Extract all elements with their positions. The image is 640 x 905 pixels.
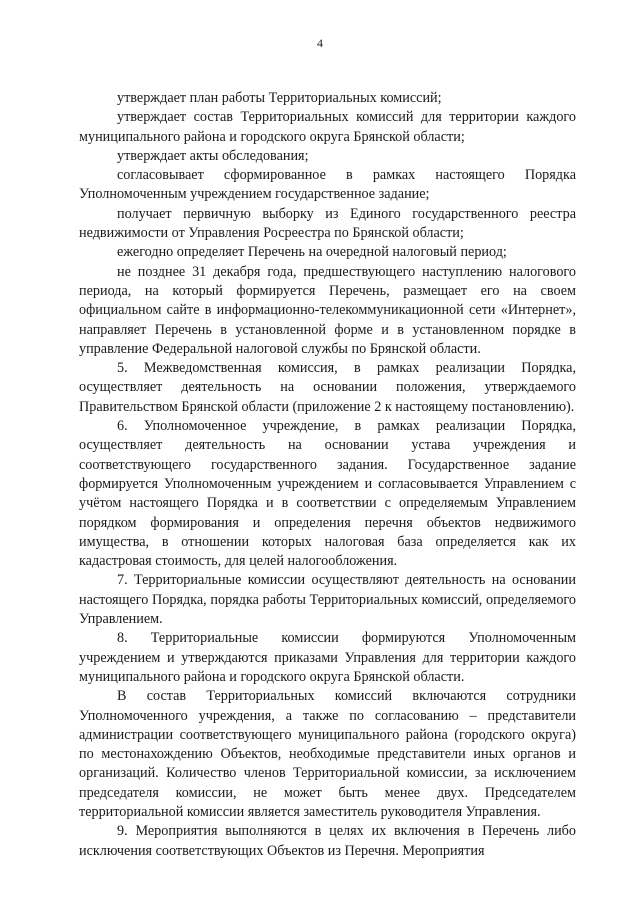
paragraph-define-list: ежегодно определяет Перечень на очередной налоговый период; — [117, 244, 507, 261]
paragraph-item-9: 9. Мероприятия выполняются в целях их включения в Перечень либо исключения соответствующих Объектов из Перечня. Мероприятия — [79, 823, 576, 859]
paragraph-receive-sample: получает первичную выборку из Единого государственного реестра недвижимости от Управления Росреестра по Брянской области; — [79, 205, 576, 242]
paragraph-agree-assignment: согласовывает сформированное в рамках настоящего Порядка Уполномоченным учреждением государственное задание; — [79, 167, 576, 203]
document-body — [79, 89, 576, 861]
paragraph-item-5: 5. Межведомственная комиссия, в рамках реализации Порядка, осуществляет деятельность на основании положения, утверждаемого Правительством Брянской области (приложение 2 к настоящему постановлению). — [79, 360, 576, 415]
paragraph-publish-list: не позднее 31 декабря года, предшествующего наступлению налогового периода, на который формируется Перечень, размещает его на своем официальном сайте в информационно-телекоммуникационной сети «Интернет», направляет Перечень в установленной форме и в установленном порядке в управление Федеральной налоговой службы по Брянской области. — [79, 263, 576, 357]
paragraph-item-8: 8. Территориальные комиссии формируются Уполномоченным учреждением и утверждаются приказами Управления для территории каждого муниципального района и городского округа Брянской области. — [79, 630, 576, 685]
paragraph-item-6: 6. Уполномоченное учреждение, в рамках реализации Порядка, осуществляет деятельность на основании устава учреждения и соответствующего государственного задания. Государственное задание формируется Уполномоченным учреждением и согласовывается Управлением с учётом настоящего Порядка и в соответствии с определяемым Управлением порядком формирования и определения перечня объектов недвижимого имущества, в отношении которых налоговая база определяется как их кадастровая стоимость, для целей налогообложения. — [79, 418, 576, 570]
paragraph-item-7: 7. Территориальные комиссии осуществляют деятельность на основании настоящего Порядка, порядка работы Территориальных комиссий, определяемого Управлением. — [79, 572, 576, 628]
paragraph-approve-plan: утверждает план работы Территориальных комиссий; — [117, 90, 442, 106]
paragraph-approve-composition: утверждает состав Территориальных комиссий для территории каждого муниципального района и городского округа Брянской области; — [79, 109, 576, 145]
paragraph-commission-composition: В состав Территориальных комиссий включаются сотрудники Уполномоченного учреждения, а также по согласованию – представители администрации соответствующего муниципального района (городского округа) по местонахождению Объектов, необходимые представители иных органов и организаций. Количество членов Территориальной комиссии, за исключением председателя комиссии, не может быть менее двух. Председателем территориальной комиссии является заместитель руководителя Управления. — [79, 688, 576, 820]
paragraph-approve-acts: утверждает акты обследования; — [117, 147, 309, 164]
page-number: 4 — [317, 36, 323, 50]
